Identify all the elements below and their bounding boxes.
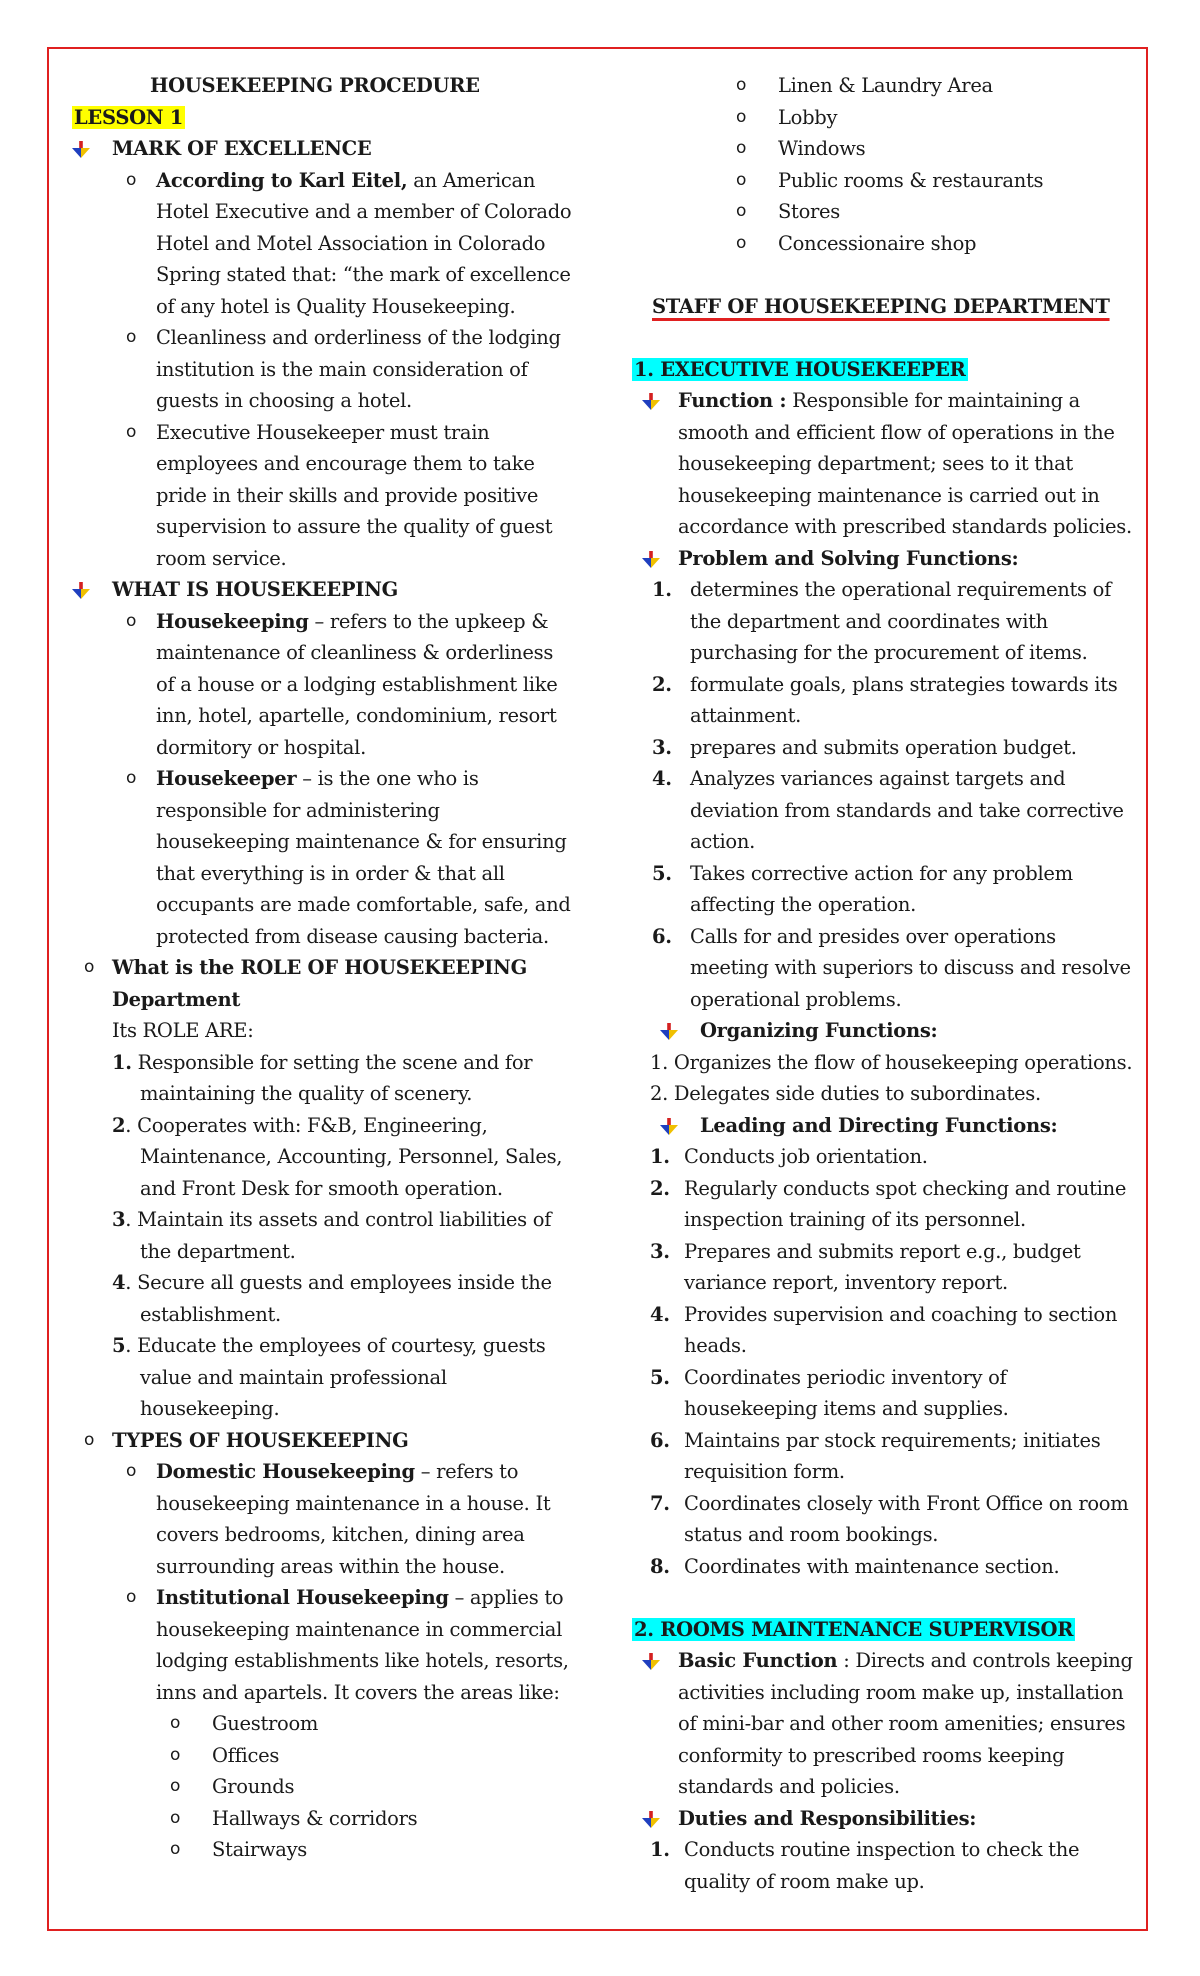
left-line bbox=[72, 921, 572, 953]
text-span: – applies to bbox=[448, 1586, 564, 1609]
text-span: Windows bbox=[778, 137, 866, 160]
right-line bbox=[632, 543, 1138, 575]
text-span: occupants are made comfortable, safe, and bbox=[156, 893, 571, 916]
left-line bbox=[72, 1204, 572, 1236]
left-line bbox=[72, 511, 572, 543]
circle-bullet-icon: o bbox=[736, 201, 747, 221]
left-line bbox=[72, 1708, 572, 1740]
text-span: of any hotel is Quality Housekeeping. bbox=[156, 294, 516, 318]
text-span: affecting the operation. bbox=[690, 893, 917, 916]
right-line bbox=[632, 228, 1138, 260]
right-line bbox=[632, 196, 1138, 228]
left-line bbox=[72, 543, 572, 575]
text-span: responsible for administering bbox=[156, 798, 440, 822]
text-span: covers bedrooms, kitchen, dining area bbox=[156, 1523, 525, 1546]
right-line bbox=[632, 606, 1138, 638]
left-line bbox=[72, 322, 572, 354]
list-number: 7. bbox=[650, 1491, 670, 1515]
circle-bullet-icon: o bbox=[170, 1713, 181, 1733]
text-span: inspection training of its personnel. bbox=[684, 1208, 1026, 1231]
left-line bbox=[72, 1425, 572, 1457]
arrow-down-bullet-icon bbox=[660, 1023, 678, 1041]
text-span: Regularly conducts spot checking and routine bbox=[684, 1176, 1127, 1200]
text-span: formulate goals, plans strategies towards its bbox=[690, 672, 1118, 696]
lesson-heading: LESSON 1 bbox=[74, 105, 184, 129]
right-line bbox=[632, 259, 1138, 291]
text-span: pride in their skills and provide positive bbox=[156, 483, 539, 507]
left-line bbox=[72, 1362, 572, 1394]
staff-role-heading: 1. EXECUTIVE HOUSEKEEPER bbox=[634, 357, 966, 381]
bold-lead: Housekeeping bbox=[156, 609, 309, 633]
circle-bullet-icon: o bbox=[126, 169, 137, 190]
left-line bbox=[72, 259, 572, 291]
text-span: quality of room make up. bbox=[684, 1869, 925, 1893]
bold-lead: According to Karl Eitel, bbox=[156, 168, 408, 192]
right-line bbox=[632, 1425, 1138, 1457]
list-number: 5. bbox=[650, 1365, 670, 1389]
list-number: 5. bbox=[652, 861, 672, 885]
list-number: 8. bbox=[650, 1554, 670, 1578]
list-number: 1. bbox=[650, 1145, 670, 1168]
text-span: determines the operational requirements of bbox=[690, 578, 1112, 601]
right-line bbox=[632, 952, 1138, 984]
circle-bullet-icon: o bbox=[170, 1744, 181, 1765]
circle-bullet-icon: o bbox=[126, 610, 137, 631]
right-line bbox=[632, 1141, 1138, 1173]
list-number: 4. bbox=[650, 1302, 670, 1326]
text-span: – refers to the upkeep & bbox=[308, 609, 549, 633]
left-line bbox=[72, 1141, 572, 1173]
list-number: 4. bbox=[652, 767, 672, 790]
right-line bbox=[632, 102, 1138, 134]
text-span: institution is the main consideration of bbox=[156, 357, 528, 381]
left-line bbox=[72, 1488, 572, 1520]
text-span: Executive Housekeeper must train bbox=[156, 420, 490, 444]
text-span: status and room bookings. bbox=[684, 1523, 939, 1546]
text-span: Takes corrective action for any problem bbox=[690, 861, 1073, 885]
text-span: protected from disease causing bacteria. bbox=[156, 924, 549, 948]
text-span: maintaining the quality of scenery. bbox=[140, 1082, 473, 1105]
list-number: 1. bbox=[112, 1050, 132, 1074]
text-span: . Secure all guests and employees inside the bbox=[125, 1271, 552, 1294]
text-span: Hallways & corridors bbox=[212, 1806, 418, 1830]
left-line bbox=[72, 858, 572, 890]
circle-bullet-icon: o bbox=[126, 327, 137, 347]
bold-lead: Domestic Housekeeping bbox=[156, 1460, 415, 1483]
left-line bbox=[72, 1677, 572, 1709]
list-number: 5 bbox=[112, 1334, 126, 1357]
text-span: Stairways bbox=[212, 1838, 308, 1861]
text-span: Analyzes variances against targets and bbox=[690, 767, 1066, 790]
text-span: standards and policies. bbox=[678, 1775, 900, 1798]
text-span: Hotel Executive and a member of Colorado bbox=[156, 200, 572, 223]
text-span: smooth and efficient flow of operations in the bbox=[678, 420, 1115, 444]
text-span: meeting with superiors to discuss and resolve bbox=[690, 956, 1131, 979]
right-line bbox=[632, 448, 1138, 480]
right-line bbox=[632, 1740, 1138, 1772]
item-heading: Organizing Functions: bbox=[700, 1019, 938, 1042]
list-number: 3 bbox=[112, 1208, 126, 1231]
arrow-down-bullet-icon bbox=[642, 1653, 660, 1671]
right-line bbox=[632, 291, 1138, 323]
left-line bbox=[72, 637, 572, 669]
circle-bullet-icon: o bbox=[736, 75, 747, 95]
list-number: 4 bbox=[112, 1271, 126, 1294]
item-heading: WHAT IS HOUSEKEEPING bbox=[112, 578, 398, 601]
left-line bbox=[72, 1393, 572, 1425]
right-line bbox=[632, 1866, 1138, 1898]
text-span: housekeeping maintenance & for ensuring bbox=[156, 830, 567, 853]
left-line bbox=[72, 1236, 572, 1268]
left-line bbox=[72, 1614, 572, 1646]
right-line bbox=[632, 1551, 1138, 1583]
text-span: Prepares and submits report e.g., budget bbox=[684, 1239, 1081, 1263]
text-span: surrounding areas within the house. bbox=[156, 1554, 505, 1578]
left-line bbox=[72, 291, 572, 323]
right-column bbox=[632, 70, 1138, 1897]
text-span: : Directs and controls keeping bbox=[837, 1649, 1133, 1672]
page-title: HOUSEKEEPING PROCEDURE bbox=[150, 74, 480, 97]
left-line bbox=[72, 889, 572, 921]
left-line bbox=[72, 1803, 572, 1835]
text-span: establishment. bbox=[140, 1302, 281, 1326]
left-line bbox=[72, 196, 572, 228]
text-span: requisition form. bbox=[684, 1460, 845, 1483]
left-line bbox=[72, 1078, 572, 1110]
right-line bbox=[632, 795, 1138, 827]
list-number: 2. bbox=[650, 1176, 670, 1200]
text-span: prepares and submits operation budget. bbox=[690, 735, 1077, 759]
right-line bbox=[632, 1204, 1138, 1236]
right-line bbox=[632, 1110, 1138, 1142]
item-heading: Leading and Directing Functions: bbox=[700, 1113, 1058, 1137]
text-span: Coordinates closely with Front Office on room bbox=[684, 1491, 1129, 1515]
text-span: value and maintain professional bbox=[140, 1365, 447, 1389]
left-line bbox=[72, 826, 572, 858]
list-number: 1. bbox=[650, 1838, 670, 1861]
text-span: an American bbox=[407, 168, 536, 192]
left-line bbox=[72, 1299, 572, 1331]
text-span: housekeeping maintenance is carried out in bbox=[678, 483, 1100, 507]
text-span: conformity to prescribed rooms keeping bbox=[678, 1743, 1065, 1767]
text-span: . Educate the employees of courtesy, guests bbox=[125, 1334, 546, 1357]
right-line bbox=[632, 1677, 1138, 1709]
right-line bbox=[632, 1267, 1138, 1299]
left-line bbox=[72, 228, 572, 260]
right-line bbox=[632, 826, 1138, 858]
left-line bbox=[72, 102, 572, 134]
left-line bbox=[72, 1834, 572, 1866]
right-line bbox=[632, 165, 1138, 197]
text-span: Conducts routine inspection to check the bbox=[684, 1838, 1080, 1861]
left-line bbox=[72, 165, 572, 197]
text-span: Responsible for setting the scene and for bbox=[131, 1050, 533, 1074]
list-number: 6. bbox=[652, 924, 672, 948]
right-line bbox=[632, 480, 1138, 512]
left-line bbox=[72, 1456, 572, 1488]
arrow-down-bullet-icon bbox=[642, 551, 660, 569]
text-span: employees and encourage them to take bbox=[156, 452, 535, 475]
circle-bullet-icon: o bbox=[84, 957, 95, 977]
circle-bullet-icon: o bbox=[126, 1461, 137, 1481]
text-span: Hotel and Motel Association in Colorado bbox=[156, 231, 546, 255]
left-line bbox=[72, 606, 572, 638]
right-line bbox=[632, 1803, 1138, 1835]
text-span: housekeeping items and supplies. bbox=[684, 1397, 1009, 1420]
right-line bbox=[632, 417, 1138, 449]
text-span: – is the one who is bbox=[296, 767, 479, 790]
text-span: and Front Desk for smooth operation. bbox=[140, 1176, 503, 1200]
right-line bbox=[632, 1771, 1138, 1803]
staff-role-heading: 2. ROOMS MAINTENANCE SUPERVISOR bbox=[634, 1617, 1074, 1641]
right-line bbox=[632, 1299, 1138, 1331]
item-heading: What is the ROLE OF HOUSEKEEPING bbox=[112, 956, 527, 979]
right-line bbox=[632, 637, 1138, 669]
right-line bbox=[632, 574, 1138, 606]
text-span: Provides supervision and coaching to section bbox=[684, 1302, 1118, 1326]
text-span: deviation from standards and take corrective bbox=[690, 798, 1124, 822]
left-line bbox=[72, 763, 572, 795]
right-line bbox=[632, 669, 1138, 701]
list-number: 6. bbox=[650, 1428, 670, 1452]
text-span: Maintains par stock requirements; initiates bbox=[684, 1428, 1101, 1452]
text-span: Calls for and presides over operations bbox=[690, 924, 1056, 948]
right-line bbox=[632, 1047, 1138, 1079]
right-line bbox=[632, 763, 1138, 795]
right-line bbox=[632, 1078, 1138, 1110]
text-span: the department. bbox=[140, 1239, 296, 1263]
text-span: accordance with prescribed standards policies. bbox=[678, 515, 1132, 538]
circle-bullet-icon: o bbox=[736, 169, 747, 190]
right-line bbox=[632, 1393, 1138, 1425]
left-line bbox=[72, 1519, 572, 1551]
text-span: Linen & Laundry Area bbox=[778, 74, 993, 97]
left-line bbox=[72, 984, 572, 1016]
circle-bullet-icon: o bbox=[84, 1429, 95, 1450]
right-line bbox=[632, 133, 1138, 165]
text-span: attainment. bbox=[690, 704, 802, 727]
left-line bbox=[72, 574, 572, 606]
text-span: housekeeping department; sees to it that bbox=[678, 452, 1073, 475]
right-line bbox=[632, 1015, 1138, 1047]
text-span: dormitory or hospital. bbox=[156, 735, 366, 759]
right-line bbox=[632, 511, 1138, 543]
right-line bbox=[632, 1236, 1138, 1268]
text-span: variance report, inventory report. bbox=[684, 1271, 1008, 1294]
left-line bbox=[72, 70, 572, 102]
arrow-down-bullet-icon bbox=[72, 582, 90, 600]
list-number: 3. bbox=[650, 1239, 670, 1263]
text-span: heads. bbox=[684, 1334, 747, 1357]
right-line bbox=[632, 1834, 1138, 1866]
right-line bbox=[632, 1456, 1138, 1488]
right-line bbox=[632, 1488, 1138, 1520]
right-line bbox=[632, 322, 1138, 354]
text-span: Coordinates periodic inventory of bbox=[684, 1365, 1007, 1389]
text-span: Lobby bbox=[778, 105, 838, 129]
circle-bullet-icon: o bbox=[126, 768, 137, 788]
circle-bullet-icon: o bbox=[170, 1776, 181, 1796]
left-line bbox=[72, 133, 572, 165]
item-heading: TYPES OF HOUSEKEEPING bbox=[112, 1428, 409, 1452]
left-line bbox=[72, 354, 572, 386]
text-span: maintenance of cleanliness & orderliness bbox=[156, 641, 554, 664]
right-line bbox=[632, 889, 1138, 921]
arrow-down-bullet-icon bbox=[72, 141, 90, 159]
left-line bbox=[72, 1015, 572, 1047]
text-span: housekeeping. bbox=[140, 1397, 280, 1420]
text-span: housekeeping maintenance in commercial bbox=[156, 1617, 563, 1641]
left-line bbox=[72, 1173, 572, 1205]
text-span: Offices bbox=[212, 1743, 280, 1767]
right-line bbox=[632, 1330, 1138, 1362]
text-span: Spring stated that: “the mark of excellence bbox=[156, 263, 571, 286]
text-span: that everything is in order & that all bbox=[156, 861, 505, 885]
list-number: 2 bbox=[112, 1113, 126, 1137]
left-line bbox=[72, 952, 572, 984]
list-number: 2. bbox=[652, 672, 672, 696]
right-line bbox=[632, 1614, 1138, 1646]
text-span: Public rooms & restaurants bbox=[778, 168, 1044, 192]
text-span: Cleanliness and orderliness of the lodging bbox=[156, 326, 561, 349]
left-line bbox=[72, 732, 572, 764]
text-span: Maintenance, Accounting, Personnel, Sales, bbox=[140, 1145, 563, 1168]
right-line bbox=[632, 984, 1138, 1016]
text-span: Guestroom bbox=[212, 1712, 319, 1735]
circle-bullet-icon: o bbox=[170, 1839, 181, 1859]
text-span: inns and apartels. It covers the areas like: bbox=[156, 1680, 560, 1704]
list-number: 1. bbox=[652, 578, 672, 601]
bold-lead: Function : bbox=[678, 389, 787, 412]
text-span: purchasing for the procurement of items. bbox=[690, 641, 1088, 664]
item-heading: MARK OF EXCELLENCE bbox=[112, 137, 372, 160]
left-line bbox=[72, 385, 572, 417]
left-line bbox=[72, 1110, 572, 1142]
left-line bbox=[72, 700, 572, 732]
right-line bbox=[632, 354, 1138, 386]
text-span: Responsible for maintaining a bbox=[786, 389, 1080, 412]
text-span: Coordinates with maintenance section. bbox=[684, 1554, 1060, 1578]
text-span: Its ROLE ARE: bbox=[112, 1019, 254, 1042]
text-span: of a house or a lodging establishment like bbox=[156, 672, 558, 696]
text-span: inn, hotel, apartelle, condominium, resort bbox=[156, 704, 557, 727]
left-line bbox=[72, 1582, 572, 1614]
text-span: the department and coordinates with bbox=[690, 609, 1048, 633]
text-span: Grounds bbox=[212, 1775, 295, 1798]
text-span: room service. bbox=[156, 546, 287, 570]
text-span: Conducts job orientation. bbox=[684, 1145, 928, 1168]
left-line bbox=[72, 1645, 572, 1677]
circle-bullet-icon: o bbox=[126, 1587, 137, 1607]
text-span: 1. Organizes the flow of housekeeping operations. bbox=[650, 1050, 1133, 1074]
text-span: . Cooperates with: F&B, Engineering, bbox=[125, 1113, 488, 1137]
text-span: Stores bbox=[778, 200, 841, 223]
bold-lead: Basic Function bbox=[678, 1649, 838, 1672]
left-line bbox=[72, 1771, 572, 1803]
item-heading: Department bbox=[112, 987, 241, 1011]
left-line bbox=[72, 1551, 572, 1583]
bold-lead: Institutional Housekeeping bbox=[156, 1586, 449, 1609]
right-line bbox=[632, 1582, 1138, 1614]
right-line bbox=[632, 700, 1138, 732]
text-span: Concessionaire shop bbox=[778, 231, 977, 255]
left-line bbox=[72, 1267, 572, 1299]
circle-bullet-icon: o bbox=[736, 232, 747, 253]
circle-bullet-icon: o bbox=[736, 106, 747, 127]
bold-lead: Housekeeper bbox=[156, 767, 297, 790]
left-line bbox=[72, 1047, 572, 1079]
arrow-down-bullet-icon bbox=[660, 1118, 678, 1136]
item-heading: Problem and Solving Functions: bbox=[678, 546, 1019, 570]
circle-bullet-icon: o bbox=[736, 138, 747, 158]
right-line bbox=[632, 1519, 1138, 1551]
list-number: 3. bbox=[652, 735, 672, 759]
text-span: housekeeping maintenance in a house. It bbox=[156, 1491, 551, 1515]
text-span: . Maintain its assets and control liabilities of bbox=[125, 1208, 552, 1231]
left-line bbox=[72, 795, 572, 827]
right-line bbox=[632, 858, 1138, 890]
right-line bbox=[632, 1362, 1138, 1394]
right-line bbox=[632, 921, 1138, 953]
text-span: lodging establishments like hotels, resorts, bbox=[156, 1649, 569, 1672]
left-column bbox=[72, 70, 572, 1866]
text-span: action. bbox=[690, 830, 756, 853]
text-span: of mini-bar and other room amenities; ensures bbox=[678, 1712, 1126, 1735]
right-line bbox=[632, 1708, 1138, 1740]
text-span: supervision to assure the quality of guest bbox=[156, 515, 553, 538]
right-line bbox=[632, 70, 1138, 102]
right-line bbox=[632, 732, 1138, 764]
right-line bbox=[632, 1173, 1138, 1205]
left-line bbox=[72, 1330, 572, 1362]
arrow-down-bullet-icon bbox=[642, 1811, 660, 1829]
section-heading: STAFF OF HOUSEKEEPING DEPARTMENT bbox=[652, 294, 1110, 318]
text-span: – refers to bbox=[414, 1460, 519, 1483]
circle-bullet-icon: o bbox=[126, 421, 137, 442]
left-line bbox=[72, 669, 572, 701]
text-span: guests in choosing a hotel. bbox=[156, 389, 412, 412]
arrow-down-bullet-icon bbox=[642, 393, 660, 411]
text-span: 2. Delegates side duties to subordinates. bbox=[650, 1082, 1041, 1105]
text-span: activities including room make up, installation bbox=[678, 1680, 1124, 1704]
left-line bbox=[72, 1740, 572, 1772]
left-line bbox=[72, 417, 572, 449]
left-line bbox=[72, 448, 572, 480]
right-line bbox=[632, 1645, 1138, 1677]
left-line bbox=[72, 480, 572, 512]
item-heading: Duties and Responsibilities: bbox=[678, 1806, 977, 1830]
circle-bullet-icon: o bbox=[170, 1807, 181, 1828]
text-span: operational problems. bbox=[690, 987, 902, 1011]
right-line bbox=[632, 385, 1138, 417]
